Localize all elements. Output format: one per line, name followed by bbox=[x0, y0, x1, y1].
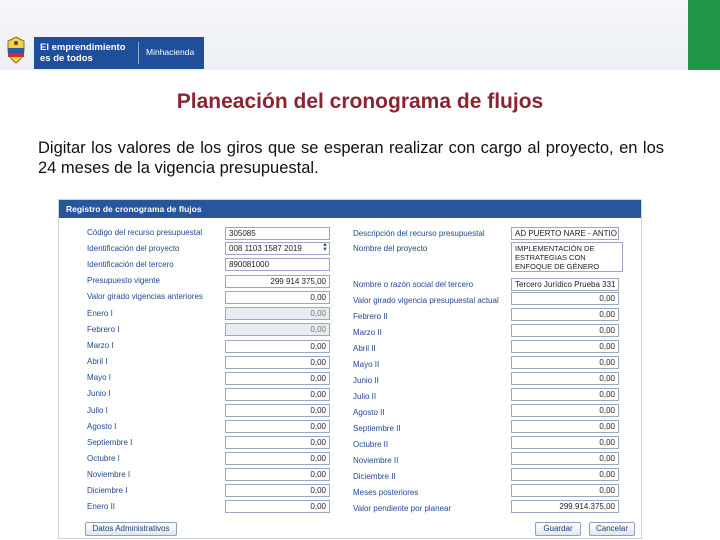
label-julio-ii: Julio II bbox=[353, 392, 377, 401]
input-septiembre-ii[interactable]: 0,00 bbox=[511, 420, 619, 433]
input-diciembre-i[interactable]: 0,00 bbox=[225, 484, 330, 497]
header-banner bbox=[0, 0, 688, 70]
label-meses-posteriores: Meses posteriores bbox=[353, 488, 419, 497]
cancel-button[interactable]: Cancelar bbox=[589, 522, 635, 536]
label-enero-i: Enero I bbox=[87, 309, 113, 318]
input-descripcion-recurso[interactable]: AD PUERTO NARE - ANTIO bbox=[511, 227, 619, 240]
form-header: Registro de cronograma de flujos bbox=[59, 200, 641, 218]
label-octubre-i: Octubre I bbox=[87, 454, 120, 463]
slide-title: Planeación del cronograma de flujos bbox=[176, 90, 544, 113]
label-identificacion-proyecto: Identificación del proyecto bbox=[87, 244, 180, 253]
spinner-arrows-icon[interactable]: ▲ ▼ bbox=[322, 242, 328, 253]
label-junio-i: Junio I bbox=[87, 389, 111, 398]
input-abril-ii[interactable]: 0,00 bbox=[511, 340, 619, 353]
label-descripcion-recurso: Descripción del recurso presupuestal bbox=[353, 229, 485, 238]
input-julio-ii[interactable]: 0,00 bbox=[511, 388, 619, 401]
label-febrero-i: Febrero I bbox=[87, 325, 120, 334]
input-enero-i[interactable]: 0,00 bbox=[225, 307, 330, 320]
input-mayo-ii[interactable]: 0,00 bbox=[511, 356, 619, 369]
input-julio-i[interactable]: 0,00 bbox=[225, 404, 330, 417]
datos-administrativos-button[interactable]: Datos Administrativos bbox=[85, 522, 177, 536]
label-diciembre-ii: Diciembre II bbox=[353, 472, 396, 481]
colombia-crest-icon bbox=[4, 36, 28, 64]
logo-line1: El emprendimiento bbox=[40, 42, 126, 53]
label-octubre-ii: Octubre II bbox=[353, 440, 389, 449]
label-julio-i: Julio I bbox=[87, 406, 108, 415]
input-codigo-recurso[interactable]: 305085 bbox=[225, 227, 330, 240]
ministry-name: Minhacienda bbox=[146, 47, 195, 57]
label-mayo-i: Mayo I bbox=[87, 373, 112, 382]
green-accent-bar bbox=[688, 0, 720, 70]
input-junio-i[interactable]: 0,00 bbox=[225, 388, 330, 401]
save-button[interactable]: Guardar bbox=[535, 522, 581, 536]
input-identificacion-tercero[interactable]: 890081000 bbox=[225, 258, 330, 271]
label-presupuesto-vigente: Presupuesto vigente bbox=[87, 276, 160, 285]
input-valor-girado-actual[interactable]: 0,00 bbox=[511, 292, 619, 305]
input-octubre-ii[interactable]: 0,00 bbox=[511, 436, 619, 449]
logo-divider bbox=[138, 42, 139, 64]
input-valor-girado-anteriores[interactable]: 0,00 bbox=[225, 291, 330, 304]
select-identificacion-proyecto-value: 008 1103 1587 2019 bbox=[229, 244, 302, 253]
input-febrero-i[interactable]: 0,00 bbox=[225, 323, 330, 336]
instruction-paragraph: Digitar los valores de los giros que se esperan realizar con cargo al proyecto, en los 24 meses de la vigencia presupuestal. bbox=[38, 139, 664, 177]
label-valor-girado-actual: Valor girado vigencia presupuestal actual bbox=[353, 296, 499, 305]
cronograma-form-panel bbox=[58, 199, 642, 539]
government-logo bbox=[34, 37, 204, 69]
input-agosto-ii[interactable]: 0,00 bbox=[511, 404, 619, 417]
input-septiembre-i[interactable]: 0,00 bbox=[225, 436, 330, 449]
input-abril-i[interactable]: 0,00 bbox=[225, 356, 330, 369]
input-diciembre-ii[interactable]: 0,00 bbox=[511, 468, 619, 481]
label-mayo-ii: Mayo II bbox=[353, 360, 380, 369]
input-junio-ii[interactable]: 0,00 bbox=[511, 372, 619, 385]
logo-line2: es de todos bbox=[40, 53, 93, 64]
label-abril-i: Abril I bbox=[87, 357, 108, 366]
input-noviembre-i[interactable]: 0,00 bbox=[225, 468, 330, 481]
input-meses-posteriores[interactable]: 0,00 bbox=[511, 484, 619, 497]
label-nombre-proyecto: Nombre del proyecto bbox=[353, 244, 428, 253]
label-marzo-ii: Marzo II bbox=[353, 328, 382, 337]
label-valor-girado-anteriores: Valor girado vigencias anteriores bbox=[87, 292, 203, 301]
label-agosto-ii: Agosto II bbox=[353, 408, 385, 417]
label-enero-ii: Enero II bbox=[87, 502, 116, 511]
label-septiembre-i: Septiembre I bbox=[87, 438, 133, 447]
label-codigo-recurso: Código del recurso presupuestal bbox=[87, 228, 203, 237]
label-abril-ii: Abril II bbox=[353, 344, 376, 353]
input-octubre-i[interactable]: 0,00 bbox=[225, 452, 330, 465]
input-valor-pendiente[interactable]: 299.914.375,00 bbox=[511, 500, 619, 513]
input-presupuesto-vigente[interactable]: 299 914 375,00 bbox=[225, 275, 330, 288]
textarea-nombre-proyecto-value: IMPLEMENTACIÓN DE ESTRATEGIAS CON ENFOQUE DE GÉNERO bbox=[515, 244, 600, 271]
label-febrero-ii: Febrero II bbox=[353, 312, 388, 321]
label-junio-ii: Junio II bbox=[353, 376, 379, 385]
label-diciembre-i: Diciembre I bbox=[87, 486, 128, 495]
label-noviembre-ii: Noviembre II bbox=[353, 456, 399, 465]
input-marzo-ii[interactable]: 0,00 bbox=[511, 324, 619, 337]
textarea-nombre-proyecto[interactable] bbox=[511, 242, 623, 272]
select-identificacion-proyecto[interactable] bbox=[225, 242, 330, 255]
input-enero-ii[interactable]: 0,00 bbox=[225, 500, 330, 513]
input-febrero-ii[interactable]: 0,00 bbox=[511, 308, 619, 321]
label-identificacion-tercero: Identificación del tercero bbox=[87, 260, 174, 269]
label-marzo-i: Marzo I bbox=[87, 341, 114, 350]
input-mayo-i[interactable]: 0,00 bbox=[225, 372, 330, 385]
label-noviembre-i: Noviembre I bbox=[87, 470, 131, 479]
label-valor-pendiente: Valor pendiente por planear bbox=[353, 504, 452, 513]
label-agosto-i: Agosto I bbox=[87, 422, 117, 431]
label-nombre-tercero: Nombre o razón social del tercero bbox=[353, 280, 474, 289]
label-septiembre-ii: Septiembre II bbox=[353, 424, 401, 433]
input-nombre-tercero[interactable]: Tercero Jurídico Prueba 331 bbox=[511, 278, 619, 291]
input-marzo-i[interactable]: 0,00 bbox=[225, 340, 330, 353]
input-noviembre-ii[interactable]: 0,00 bbox=[511, 452, 619, 465]
input-agosto-i[interactable]: 0,00 bbox=[225, 420, 330, 433]
